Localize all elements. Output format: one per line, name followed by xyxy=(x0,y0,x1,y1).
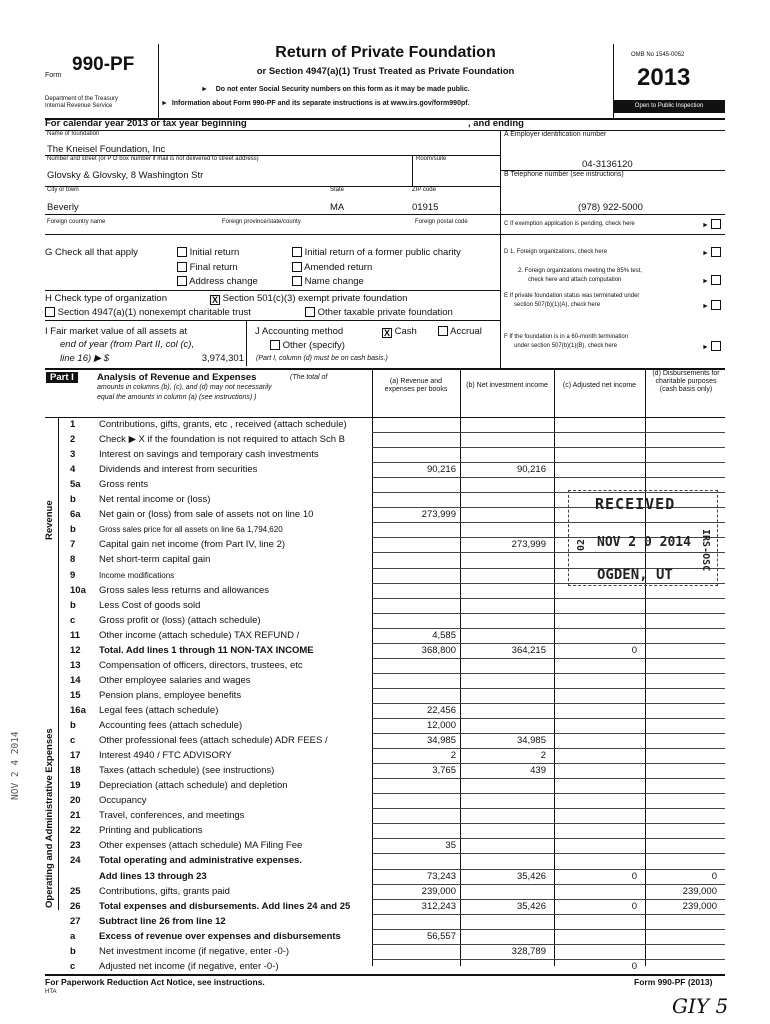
cell-col-a[interactable]: 239,000 xyxy=(421,885,456,897)
org-type-501c3-option[interactable]: X Section 501(c)(3) exempt private foundation xyxy=(211,293,408,305)
row-number: 25 xyxy=(70,885,81,897)
row-number: 13 xyxy=(70,659,81,671)
cell-col-d[interactable]: 239,000 xyxy=(682,885,717,897)
row-label: Dividends and interest from securities xyxy=(99,464,258,476)
row-label: Net gain or (loss) from sale of assets not on line 10 xyxy=(99,509,314,521)
cell-col-b[interactable]: 35,426 xyxy=(516,870,546,882)
row-number: b xyxy=(70,494,76,506)
cell-col-d[interactable]: 239,000 xyxy=(682,900,717,912)
final-return-option[interactable]: Final return xyxy=(177,262,238,273)
row-label: Total expenses and disbursements. Add lines 24 and 25 xyxy=(99,900,351,912)
irs-label: Internal Revenue Service xyxy=(45,103,113,109)
row-label: Net investment income (if negative, enter -0-) xyxy=(99,945,290,957)
state: MA xyxy=(330,202,345,213)
revenue-side-label: Revenue xyxy=(44,500,55,540)
part-one-desc-3: equal the amounts in column (a) (see instructions) ) xyxy=(97,394,257,401)
terminated-label-a: E If private foundation status was terminated under xyxy=(504,293,640,299)
street-address: Glovsky & Glovsky, 8 Washington Str xyxy=(47,170,204,181)
row-number: 10a xyxy=(70,584,86,596)
row-number: 19 xyxy=(70,780,81,792)
row-number: 20 xyxy=(70,795,81,807)
row-divider xyxy=(372,944,725,945)
fmv-line1: I Fair market value of all assets at xyxy=(45,326,188,337)
foreign-85-label-b: check here and attach computation xyxy=(528,277,622,283)
foundation-name: The Kneisel Foundation, Inc xyxy=(47,144,166,155)
row-label: Gross sales less returns and allowances xyxy=(99,584,270,596)
received-stamp xyxy=(568,490,718,586)
row-label: Contributions, gifts, grants, etc , received (attach schedule) xyxy=(99,419,347,430)
paperwork-notice: For Paperwork Reduction Act Notice, see instructions. xyxy=(45,977,265,987)
hta-label: HTA xyxy=(45,989,57,995)
foreign-org-label: D 1. Foreign organizations, check here xyxy=(504,249,608,255)
row-label: Interest on savings and temporary cash investments xyxy=(99,449,319,461)
row-number: 3 xyxy=(70,449,76,461)
row-number: 8 xyxy=(70,554,76,566)
other-method-option[interactable]: Other (specify) xyxy=(270,340,345,351)
row-divider xyxy=(372,658,725,659)
expenses-side-label: Operating and Administrative Expenses xyxy=(44,728,55,908)
city-label: City or town xyxy=(47,187,79,193)
row-divider xyxy=(372,733,725,734)
ein-label: A Employer identification number xyxy=(504,131,607,138)
received-text: RECEIVED xyxy=(595,495,676,513)
sixty-month-checkbox[interactable]: ► xyxy=(702,341,721,352)
form-label: Form xyxy=(45,72,62,79)
row-label: Subtract line 26 from line 12 xyxy=(99,915,226,927)
cell-col-b[interactable]: 273,999 xyxy=(511,539,546,551)
row-label: Other professional fees (attach schedule) ADR FEES / xyxy=(99,735,328,747)
row-divider xyxy=(372,763,725,764)
cell-col-b[interactable]: 439 xyxy=(530,765,546,777)
cell-col-a[interactable]: 273,999 xyxy=(421,509,456,521)
row-label: Contributions, gifts, grants paid xyxy=(99,885,230,897)
row-divider xyxy=(372,823,725,824)
foreign-province-label: Foreign province/state/county xyxy=(222,219,301,225)
row-divider xyxy=(372,884,725,885)
part-one-badge: Part I xyxy=(46,372,78,383)
cell-col-a[interactable]: 56,557 xyxy=(426,930,456,942)
row-label: Check ▶ X if the foundation is not required to attach Sch B xyxy=(99,434,346,446)
row-divider xyxy=(372,643,725,644)
department-label: Department of the Treasury xyxy=(45,96,119,102)
row-number: 7 xyxy=(70,539,76,551)
row-divider xyxy=(372,613,725,614)
row-label: Interest 4940 / FTC ADVISORY xyxy=(99,750,232,762)
row-label: Depreciation (attach schedule) and depletion xyxy=(99,780,288,792)
cell-col-b[interactable]: 35,426 xyxy=(516,900,546,912)
received-side-number: 02 xyxy=(576,538,587,551)
omb-number: OMB No 1545-0052 xyxy=(631,52,685,58)
row-label: Net rental income or (loss) xyxy=(99,494,211,506)
row-number: c xyxy=(70,960,76,972)
sixty-month-label-a: F If the foundation is in a 60-month termination xyxy=(504,334,629,340)
row-label: Excess of revenue over expenses and disbursements xyxy=(99,930,341,942)
city: Beverly xyxy=(47,202,79,213)
row-divider xyxy=(372,838,725,839)
row-number: 12 xyxy=(70,644,81,656)
row-number: 1 xyxy=(70,419,76,430)
row-divider xyxy=(372,477,725,478)
row-label: Taxes (attach schedule) (see instructions) xyxy=(99,765,275,777)
row-divider xyxy=(372,748,725,749)
info-notice: ► Information about Form 990-PF and its separate instructions is at www.irs.gov/form990pf. xyxy=(161,100,470,107)
received-date: NOV 2 0 2014 xyxy=(597,535,691,550)
row-divider xyxy=(372,462,725,463)
zip-code: 01915 xyxy=(412,202,439,213)
row-number: c xyxy=(70,735,76,747)
row-number: 23 xyxy=(70,840,81,852)
row-number: 15 xyxy=(70,689,81,701)
row-label: Other employee salaries and wages xyxy=(99,674,251,686)
fmv-value: 3,974,301 xyxy=(201,353,244,364)
part-one-desc-2: amounts in columns (b), (c), and (d) may not necessarily xyxy=(97,384,272,391)
row-number: 2 xyxy=(70,434,76,446)
address-change-option[interactable]: Address change xyxy=(177,276,258,287)
row-divider xyxy=(372,673,725,674)
row-number: b xyxy=(70,720,76,731)
fmv-line3: line 16) ▶ $ xyxy=(60,353,110,364)
row-number: b xyxy=(70,524,76,536)
open-inspection-badge: Open to Public Inspection xyxy=(613,100,725,113)
row-label: Compensation of officers, directors, trustees, etc xyxy=(99,659,303,671)
row-divider xyxy=(372,703,725,704)
cell-col-a[interactable]: 73,243 xyxy=(426,870,456,882)
row-label: Pension plans, employee benefits xyxy=(99,689,242,701)
cell-col-a[interactable]: 35 xyxy=(445,840,456,852)
row-divider xyxy=(372,628,725,629)
part-one-title: Analysis of Revenue and Expenses xyxy=(97,372,257,383)
row-divider xyxy=(372,808,725,809)
row-number: 4 xyxy=(70,464,76,476)
row-label: Other income (attach schedule) TAX REFUND / xyxy=(99,629,300,641)
row-number: b xyxy=(70,945,76,957)
org-type-4947-option[interactable]: Section 4947(a)(1) nonexempt charitable trust xyxy=(45,307,251,318)
cash-basis-note: (Part I, column (d) must be on cash basis.) xyxy=(256,355,388,362)
row-label: Occupancy xyxy=(99,795,147,807)
row-number: 18 xyxy=(70,765,81,777)
row-number: 16a xyxy=(70,704,86,716)
cell-col-b[interactable]: 328,789 xyxy=(511,945,546,957)
column-c-header: (c) Adjusted net income xyxy=(562,382,637,389)
column-b-header: (b) Net investment income xyxy=(466,382,548,389)
form-reference: Form 990-PF (2013) xyxy=(634,977,713,987)
calendar-year-label: For calendar year 2013 or tax year beginning xyxy=(45,118,247,129)
zip-label: ZIP code xyxy=(412,187,436,193)
row-divider xyxy=(372,598,725,599)
cell-col-c[interactable]: 0 xyxy=(631,870,637,882)
row-number: 14 xyxy=(70,674,81,686)
fmv-line2: end of year (from Part II, col (c), xyxy=(60,339,195,350)
row-divider xyxy=(372,914,725,915)
row-number: 26 xyxy=(70,900,81,912)
row-number: b xyxy=(70,599,76,611)
cell-col-a[interactable]: 4,585 xyxy=(432,629,456,641)
cell-col-b[interactable]: 90,216 xyxy=(516,464,546,476)
row-divider xyxy=(372,959,725,960)
row-number: 11 xyxy=(70,629,81,641)
exemption-pending-checkbox[interactable]: ► xyxy=(702,219,721,230)
row-label: Total. Add lines 1 through 11 NON-TAX INCOME xyxy=(99,644,314,656)
form-subtitle: or Section 4947(a)(1) Trust Treated as Private Foundation xyxy=(256,66,515,77)
row-number: a xyxy=(70,930,76,942)
and-ending-label: , and ending xyxy=(468,118,524,129)
cell-col-a[interactable]: 3,765 xyxy=(432,765,456,777)
received-location: OGDEN, UT xyxy=(597,567,673,583)
row-divider xyxy=(372,853,725,854)
row-divider xyxy=(372,447,725,448)
cell-col-a[interactable]: 312,243 xyxy=(421,900,456,912)
cell-col-d[interactable]: 0 xyxy=(711,870,717,882)
row-label: Other expenses (attach schedule) MA Filing Fee xyxy=(99,840,303,852)
row-label: Printing and publications xyxy=(99,825,203,837)
foundation-name-label: Name of foundation xyxy=(47,131,100,137)
row-number: 24 xyxy=(70,855,81,867)
initial-former-charity-option[interactable]: Initial return of a former public charity xyxy=(292,247,461,258)
amended-return-option[interactable]: Amended return xyxy=(292,262,372,273)
received-side-code: IRS-OSC xyxy=(700,529,711,572)
foreign-org-checkbox[interactable]: ► xyxy=(702,247,721,258)
row-label: Add lines 13 through 23 xyxy=(99,870,207,882)
row-divider xyxy=(372,688,725,689)
row-number: 9 xyxy=(70,569,76,581)
row-label: Accounting fees (attach schedule) xyxy=(99,720,243,731)
row-label: Total operating and administrative expenses. xyxy=(99,855,303,867)
foreign-country-label: Foreign country name xyxy=(47,219,106,225)
cell-col-a[interactable]: 12,000 xyxy=(426,720,456,731)
form-header xyxy=(45,40,725,118)
sixty-month-label-b: under section 507(b)(1)(B), check here xyxy=(514,343,618,349)
ein-value: 04-3136120 xyxy=(582,159,633,170)
ssn-notice: ► Do not enter Social Security numbers on this form as it may be made public. xyxy=(201,86,470,93)
form-title: Return of Private Foundation xyxy=(275,44,496,61)
row-divider xyxy=(372,869,725,870)
street-label: Number and street (or P O box number if mail is not delivered to street address) xyxy=(47,156,259,162)
org-type-label: H Check type of organization xyxy=(45,293,167,304)
cell-col-b[interactable]: 34,985 xyxy=(516,735,546,747)
row-label: Net short-term capital gain xyxy=(99,554,211,566)
tax-year: 2013 xyxy=(637,64,691,91)
row-divider xyxy=(372,793,725,794)
row-divider xyxy=(372,432,725,433)
terminated-label-b: section 507(b)(1)(A), check here xyxy=(514,302,601,308)
cash-option[interactable]: X Cash xyxy=(383,326,417,338)
phone-label: B Telephone number (see instructions) xyxy=(504,171,624,178)
row-label: Gross profit or (loss) (attach schedule) xyxy=(99,614,261,626)
row-label: Gross rents xyxy=(99,479,149,491)
column-a-header: (a) Revenue and expenses per books xyxy=(384,378,448,393)
cell-col-b[interactable]: 364,215 xyxy=(511,644,546,656)
accrual-option[interactable]: Accrual xyxy=(438,326,482,337)
org-type-other-option[interactable]: Other taxable private foundation xyxy=(305,307,453,318)
foreign-85-checkbox[interactable]: ► xyxy=(702,275,721,286)
row-number: 5a xyxy=(70,479,81,491)
cell-col-a[interactable]: 22,456 xyxy=(426,704,456,716)
check-all-label: G Check all that apply xyxy=(45,247,138,258)
row-number: 22 xyxy=(70,825,81,837)
room-suite-label: Room/suite xyxy=(416,156,447,162)
exemption-pending-label: C If exemption application is pending, check here xyxy=(504,221,635,227)
cell-col-c[interactable]: 0 xyxy=(631,960,637,972)
row-divider xyxy=(372,899,725,900)
cell-col-a[interactable]: 368,800 xyxy=(421,644,456,656)
row-label: Adjusted net income (if negative, enter -0-) xyxy=(99,960,279,972)
row-label: Income modifications xyxy=(99,570,175,580)
row-divider xyxy=(372,778,725,779)
row-number: 6a xyxy=(70,509,81,521)
cell-col-a[interactable]: 90,216 xyxy=(426,464,456,476)
row-label: Less Cost of goods sold xyxy=(99,599,201,611)
left-margin-stamp: NOV 2 4 2014 xyxy=(10,731,21,800)
initial-return-option[interactable]: Initial return xyxy=(177,247,239,258)
cell-col-a[interactable]: 34,985 xyxy=(426,735,456,747)
row-number: 17 xyxy=(70,750,81,762)
row-label: Legal fees (attach schedule) xyxy=(99,704,219,716)
cell-col-a[interactable]: 2 xyxy=(450,750,456,762)
part-one-desc-1: (The total of xyxy=(290,374,328,381)
row-number: 27 xyxy=(70,915,81,927)
accounting-method-label: J Accounting method xyxy=(255,326,344,337)
name-change-option[interactable]: Name change xyxy=(292,276,364,287)
foreign-postal-label: Foreign postal code xyxy=(415,219,468,225)
row-label: Gross sales price for all assets on line 6a 1,794,620 xyxy=(99,525,283,535)
column-d-header: (d) Disbursements for charitable purposes (cash basis only) xyxy=(652,370,720,393)
cell-col-c[interactable]: 0 xyxy=(631,900,637,912)
row-label: Capital gain net income (from Part IV, line 2) xyxy=(99,539,286,551)
cell-col-c[interactable]: 0 xyxy=(631,644,637,656)
form-number: 990-PF xyxy=(72,54,135,75)
state-label: State xyxy=(330,187,345,193)
cell-col-b[interactable]: 2 xyxy=(540,750,546,762)
row-number: c xyxy=(70,614,76,626)
phone-value: (978) 922-5000 xyxy=(578,202,643,213)
row-label: Travel, conferences, and meetings xyxy=(99,810,245,822)
row-divider xyxy=(372,929,725,930)
row-number: 21 xyxy=(70,810,81,822)
row-divider xyxy=(372,718,725,719)
foreign-85-label-a: 2. Foreign organizations meeting the 85% test, xyxy=(518,268,643,274)
handwritten-note: GIY 5 xyxy=(672,994,729,1018)
terminated-checkbox[interactable]: ► xyxy=(702,300,721,311)
